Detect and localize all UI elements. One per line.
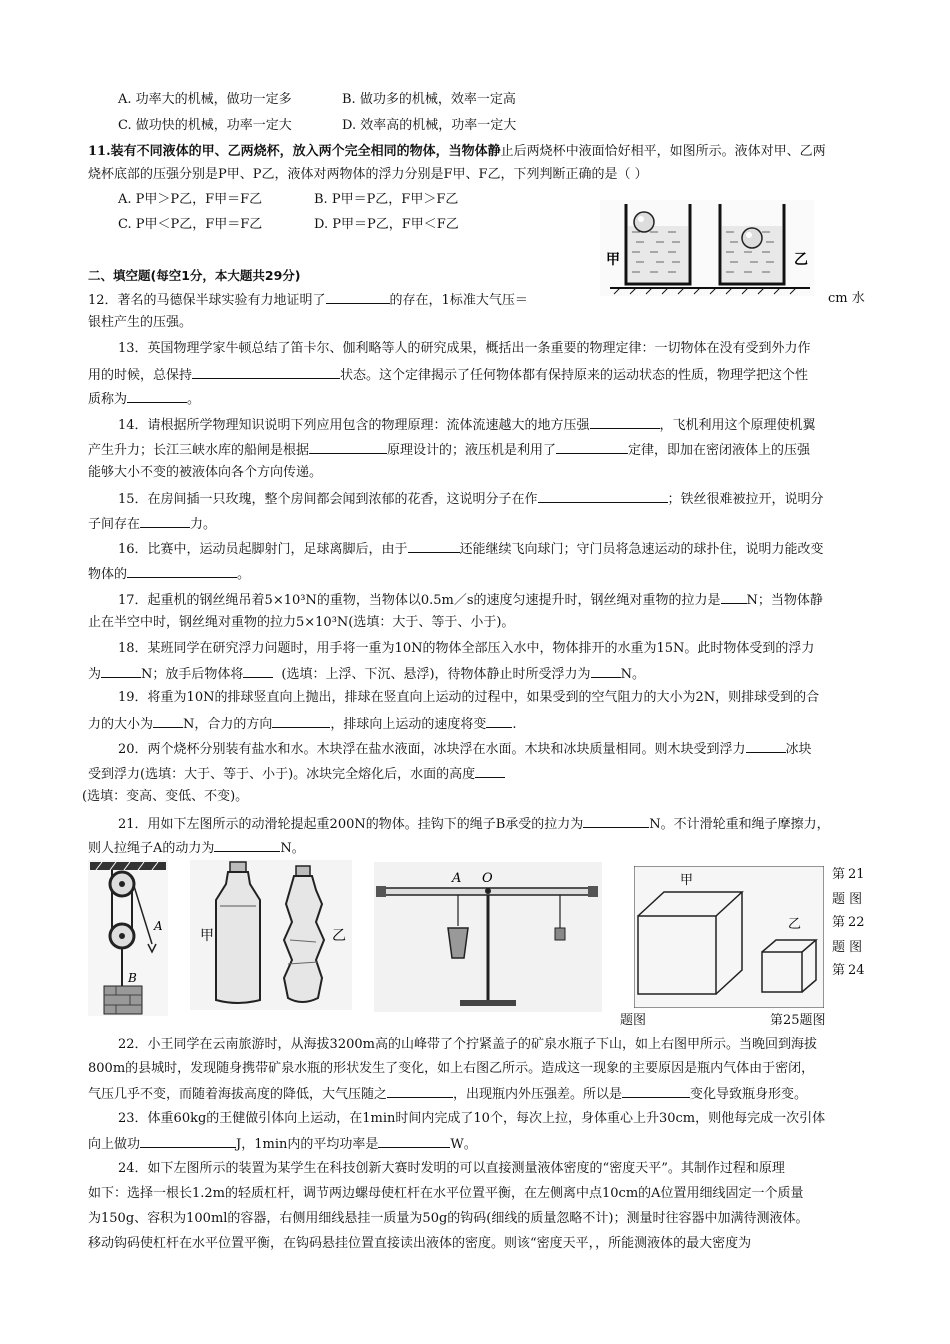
q14-line3: 能够大小不变的被液体向各个方向传递。 <box>88 465 323 480</box>
q14-line2 <box>88 440 810 460</box>
q10-option-b: B. 做功多的机械，效率一定高 <box>342 92 516 107</box>
q18-text-b: N；放手后物体将 <box>141 667 244 682</box>
q11-option-d: D. P甲＝P乙，F甲＜F乙 <box>314 217 459 232</box>
q15-text-b: ；铁丝很难被拉开，说明分 <box>667 492 824 507</box>
q18-line1: 18．某班同学在研究浮力问题时，用手将一重为10N的物体全部压入水中，物体排开的水重为15N。此时物体受到的浮力 <box>118 641 815 656</box>
pulley-label-a: A <box>154 919 163 933</box>
q17-line1 <box>118 590 823 610</box>
q11-line1 <box>88 143 826 161</box>
q13-text-b: 状态。这个定律揭示了任何物体都有保持原来的运动状态的性质，物理学把这个性 <box>340 368 809 383</box>
q17-text-a: 17．起重机的钢丝绳吊着5×10³N的重物，当物体以0.5m／s的速度匀速提升时，钢丝绳对重物的拉力是 <box>118 593 721 608</box>
q14-text-c: 产生升力；长江三峡水库的船闸是根据 <box>88 443 310 458</box>
q14-blank-3[interactable] <box>556 440 628 454</box>
q20-text-b: 冰块 <box>785 742 812 757</box>
q11-beakers-figure <box>600 200 814 296</box>
lever-figure <box>374 862 602 1012</box>
q21-blank-1[interactable] <box>583 814 649 828</box>
pulley-figure <box>88 860 168 1016</box>
cube-label-yi: 乙 <box>788 917 802 932</box>
q22-line1: 22．小王同学在云南旅游时，从海拔3200m高的山峰带了个拧紧盖子的矿泉水瓶子下山，如上右图甲所示。当晚回到海拔 <box>118 1037 817 1052</box>
q18-blank-1[interactable] <box>101 664 141 678</box>
q10-option-d: D. 效率高的机械，功率一定大 <box>342 118 517 133</box>
q19-blank-2[interactable] <box>272 714 330 728</box>
q14-text-b: ，飞机利用这个原理使机翼 <box>659 418 816 433</box>
q13-blank-2[interactable] <box>127 389 187 403</box>
cubes-figure <box>634 866 824 1008</box>
q15-line2 <box>88 514 216 534</box>
q18-blank-2[interactable] <box>243 664 273 678</box>
caption-bottom-right: 第25题图 <box>770 1013 826 1028</box>
q14-line1 <box>118 415 816 435</box>
q24-line3: 为150g、容积为100ml的容器，右侧用细线悬挂一质量为50g的钩码(细线的质量忽略不计)；测量时往容器中加满待测液体。 <box>88 1211 809 1226</box>
q17-line2: 止在半空中时，钢丝绳对重物的拉力5×10³N(选填：大于、等于、小于)。 <box>88 615 515 630</box>
q16-text-c: 物体的 <box>88 567 128 582</box>
q16-text-b: 还能继续飞向球门；守门员将急速运动的球扑住，说明力能改变 <box>459 542 824 557</box>
q16-text-a: 16．比赛中，运动员起脚射门，足球离脚后，由于 <box>118 542 408 557</box>
q19-line2 <box>88 714 517 734</box>
q23-line2 <box>88 1134 477 1154</box>
q19-text-c: ，排球向上运动的速度将变 <box>330 717 487 732</box>
q21-blank-2[interactable] <box>214 838 280 852</box>
caption-right-8: 24 <box>848 963 865 978</box>
q19-blank-3[interactable] <box>486 714 512 728</box>
q18-line2 <box>88 664 645 684</box>
q20-text-a: 20．两个烧杯分别装有盐水和水。木块浮在盐水液面，冰块浮在水面。木块和冰块质量相同。则木块受到浮力 <box>118 742 746 757</box>
q13-line2 <box>88 365 808 385</box>
bottle-label-jia: 甲 <box>200 928 214 944</box>
q13-line3 <box>88 389 200 409</box>
q13-blank-1[interactable] <box>192 365 340 379</box>
q15-blank-1[interactable] <box>538 489 668 503</box>
q14-blank-1[interactable] <box>590 415 660 429</box>
q16-text-d: 。 <box>237 567 251 582</box>
q20-text-c: 受到浮力(选填：大于、等于、小于)。冰块完全熔化后，水面的高度 <box>88 767 476 782</box>
q11-stem-bold: 11.装有不同液体的甲、乙两烧杯，放入两个完全相同的物体，当物体静 <box>88 144 501 159</box>
q21-line1 <box>118 814 830 834</box>
q22-blank-2[interactable] <box>622 1084 690 1098</box>
q16-blank-1[interactable] <box>408 539 460 553</box>
q15-blank-2[interactable] <box>140 514 190 528</box>
q14-text-a: 14．请根据所学物理知识说明下列应用包含的物理原理：流体流速越大的地方压强 <box>118 418 590 433</box>
q17-blank-1[interactable] <box>721 590 747 604</box>
q12-line2: 银柱产生的压强。 <box>88 315 193 330</box>
q13-text-d: 。 <box>187 392 201 407</box>
q20-line3: (选填：变高、变低、不变)。 <box>82 789 249 804</box>
q10-option-a: A. 功率大的机械，做功一定多 <box>118 92 292 107</box>
beaker-label-yi: 乙 <box>794 252 808 268</box>
q16-blank-2[interactable] <box>127 564 237 578</box>
caption-right-5: 22 <box>848 915 865 930</box>
q13-text-c: 质称为 <box>88 392 128 407</box>
q12-unit: cm 水 <box>828 291 865 306</box>
q21-text-c: 则人拉绳子A的动力为 <box>88 841 215 856</box>
q24-line2: 如下：选择一根长1.2m的轻质杠杆，调节两边螺母使杠杆在水平位置平衡，在左侧离中点10cm的A位置用细线固定一个质量 <box>88 1186 804 1201</box>
q15-text-c: 子间存在 <box>88 517 141 532</box>
q13-line1: 13．英国物理学家牛顿总结了笛卡尔、伽利略等人的研究成果，概括出一条重要的物理定律：一切物体在没有受到外力作 <box>118 341 811 356</box>
q12-text-b: 的存在，1标准大气压＝ <box>389 293 528 308</box>
q18-text-c: (选填：上浮、下沉、悬浮)，待物体静止时所受浮力为 <box>281 667 591 682</box>
caption-right-7: 第 <box>832 963 846 978</box>
q11-option-a: A. P甲＞P乙，F甲＝F乙 <box>118 192 263 207</box>
q22-text-a: 气压几乎不变，而随着海拔高度的降低，大气压随之 <box>88 1087 388 1102</box>
ball-jia <box>634 212 654 232</box>
lever-label-a: A <box>452 871 462 886</box>
ball-yi <box>742 228 762 248</box>
q24-line1: 24．如下左图所示的装置为某学生在科技创新大赛时发明的可以直接测量液体密度的“密度天平”。其制作过程和原理 <box>118 1161 785 1176</box>
q23-line1: 23．体重60kg的王健做引体向上运动，在1min时间内完成了10个，每次上拉，身体重心上升30cm，则他每完成一次引体 <box>118 1111 826 1126</box>
caption-right-1: 第 <box>832 867 846 882</box>
q13-text-a: 用的时候，总保持 <box>88 368 193 383</box>
q19-text-a: 力的大小为 <box>88 717 154 732</box>
caption-right-2: 21 <box>848 867 865 882</box>
q10-option-c: C. 做功快的机械，功率一定大 <box>118 118 292 133</box>
q21-line2 <box>88 838 305 858</box>
q20-blank-1[interactable] <box>746 739 786 753</box>
q20-line1 <box>118 739 812 759</box>
q14-text-e: 定律，即加在密闭液体上的压强 <box>628 443 811 458</box>
q20-line2 <box>88 764 505 784</box>
bottles-figure <box>190 860 352 1010</box>
q11-stem-rest: 止后两烧杯中液面恰好相平，如图所示。液体对甲、乙两 <box>500 144 826 159</box>
q15-line1 <box>118 489 824 509</box>
q15-text-d: 力。 <box>190 517 217 532</box>
q18-blank-3[interactable] <box>591 664 621 678</box>
q19-blank-1[interactable] <box>153 714 183 728</box>
q23-blank-1[interactable] <box>140 1134 236 1148</box>
q19-text-d: . <box>512 717 517 732</box>
caption-right-6: 题 图 <box>832 940 863 955</box>
q19-text-b: N，合力的方向 <box>183 717 273 732</box>
q14-blank-2[interactable] <box>309 440 387 454</box>
q11-line2: 烧杯底部的压强分别是P甲、P乙，液体对两物体的浮力分别是F甲、F乙，下列判断正确的是（ ） <box>88 167 648 182</box>
q23-text-a: 向上做功 <box>88 1137 141 1152</box>
q11-option-b: B. P甲＝P乙，F甲＞F乙 <box>314 192 459 207</box>
q12-text-a: 12．著名的马德保半球实验有力地证明了 <box>88 293 326 308</box>
bottle-label-yi: 乙 <box>332 928 346 944</box>
q18-text-a: 为 <box>88 667 102 682</box>
q22-line2: 800m的县城时，发现随身携带矿泉水瓶的形状发生了变化，如上右图乙所示。造成这一现象的主要原因是瓶内气体由于密闭， <box>88 1061 815 1076</box>
caption-right-3: 题 图 <box>832 892 863 907</box>
cube-label-jia: 甲 <box>680 873 694 888</box>
q11-option-c: C. P甲＜P乙，F甲＝F乙 <box>118 217 263 232</box>
lever-label-o: O <box>482 871 493 886</box>
lever-container <box>448 928 468 958</box>
q18-text-d: N。 <box>620 667 645 682</box>
section2-heading: 二、填空题(每空1分，本大题共29分) <box>88 268 301 283</box>
caption-right-4: 第 <box>832 915 846 930</box>
q24-line4: 移动钩码使杠杆在水平位置平衡，在钩码悬挂位置直接读出液体的密度。则该“密度天平，，所能测液体的最大密度为 <box>88 1236 752 1251</box>
q21-text-a: 21．用如下左图所示的动滑轮提起重200N的物体。挂钩下的绳子B承受的拉力为 <box>118 817 584 832</box>
q21-text-d: N。 <box>280 841 305 856</box>
q16-line2 <box>88 564 250 584</box>
q15-text-a: 15．在房间插一只玫瑰，整个房间都会闻到浓郁的花香，这说明分子在作 <box>118 492 538 507</box>
q23-text-c: W。 <box>450 1137 477 1152</box>
lever-weight <box>555 928 565 940</box>
q16-line1 <box>118 539 824 559</box>
pulley-label-b: B <box>128 971 137 985</box>
q12-line1 <box>88 290 528 310</box>
q21-text-b: N。不计滑轮重和绳子摩擦力， <box>649 817 830 832</box>
q22-text-c: 变化导致瓶身形变。 <box>690 1087 808 1102</box>
q19-line1: 19．将重为10N的排球竖直向上抛出，排球在竖直向上运动的过程中，如果受到的空气阻力的大小为2N，则排球受到的合 <box>118 690 820 705</box>
beaker-label-jia: 甲 <box>606 252 620 268</box>
q23-blank-2[interactable] <box>378 1134 450 1148</box>
q20-blank-2[interactable] <box>475 764 505 778</box>
q14-text-d: 原理设计的；液压机是利用了 <box>387 443 557 458</box>
q12-blank-1[interactable] <box>326 290 390 304</box>
q22-blank-1[interactable] <box>387 1084 453 1098</box>
caption-bottom-left: 题图 <box>620 1013 647 1028</box>
q23-text-b: J，1min内的平均功率是 <box>236 1137 379 1152</box>
q22-line3 <box>88 1084 807 1104</box>
q17-text-b: N；当物体静 <box>746 593 823 608</box>
q22-text-b: ，出现瓶内外压强差。所以是 <box>453 1087 623 1102</box>
